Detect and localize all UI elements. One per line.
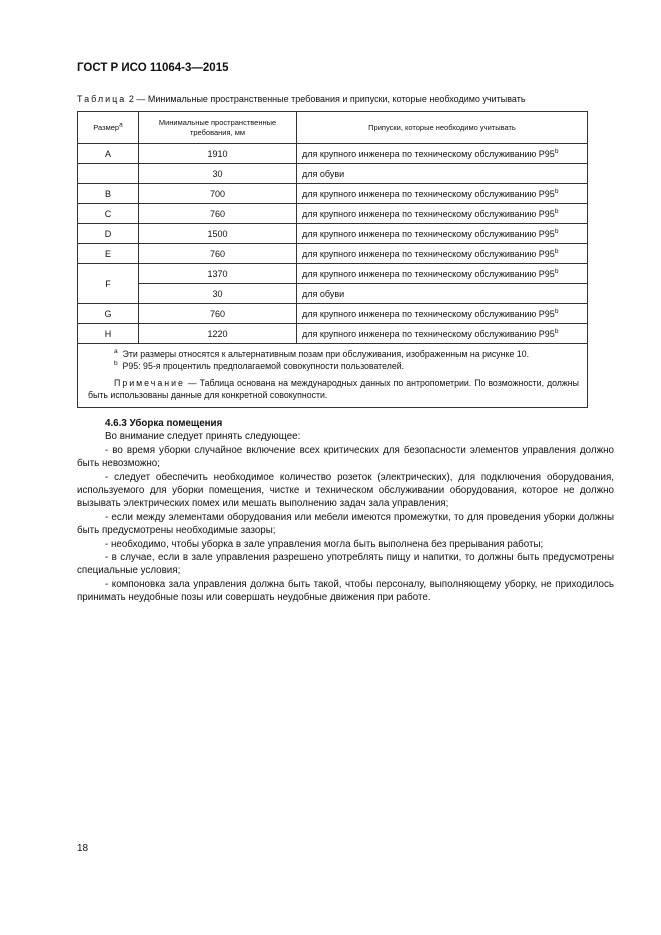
table-header-row <box>78 112 588 144</box>
col-header-requirements: Минимальные пространственные требования, мм <box>139 112 297 144</box>
table-caption <box>77 94 526 104</box>
table-row <box>78 324 588 344</box>
requirement-cell: 760 <box>139 244 297 264</box>
col-header-size: Размер$^a$ <box>78 112 139 144</box>
document-code: ГОСТ Р ИСО 11064-3—2015 <box>77 62 229 74</box>
allowance-cell: для обуви <box>297 164 588 184</box>
footnote-a: $^a$ Эти размеры относятся к альтернативным позам при обслуживания, изображенным на рисунке 10. <box>114 348 530 359</box>
requirement-cell: 1220 <box>139 324 297 344</box>
table-notes-row <box>78 344 588 408</box>
table-row <box>78 244 588 264</box>
allowance-cell: для крупного инженера по техническому обслуживанию P95$^b$ <box>297 184 588 204</box>
table-row <box>78 184 588 204</box>
list-item: - во время уборки случайное включение всех критических для безопасности элементов управления должно быть невозможно; <box>77 444 614 470</box>
requirement-cell: 700 <box>139 184 297 204</box>
size-cell: A <box>78 144 139 164</box>
size-cell: H <box>78 324 139 344</box>
size-cell: F <box>78 264 139 304</box>
allowance-cell: для крупного инженера по техническому обслуживанию P95$^b$ <box>297 264 588 284</box>
section-title: 4.6.3 Уборка помещения <box>105 418 223 429</box>
list-item: - следует обеспечить необходимое количество розеток (электрических), для подключения оборудования, используемого для уборки помещения, чистке и техническом обслуживании оборудования, которое не должно вызывать электрических помех или мешать выполнению задач зала управления; <box>77 471 614 510</box>
list-item: - компоновка зала управления должна быть такой, чтобы персоналу, выполняющему уборку, не приходилось принимать неудобные позы или совершать неудобные движения при работе. <box>77 578 614 604</box>
requirement-cell: 760 <box>139 304 297 324</box>
allowance-cell: для обуви <box>297 284 588 304</box>
table-row <box>78 224 588 244</box>
col-header-allowances: Припуски, которые необходимо учитывать <box>297 112 588 144</box>
page-number: 18 <box>77 843 89 854</box>
requirement-cell: 30 <box>139 284 297 304</box>
table-row <box>78 284 588 304</box>
size-cell: G <box>78 304 139 324</box>
requirements-table <box>77 111 588 408</box>
list-item: - если между элементами оборудования или мебели имеются промежутки, то для проведения уборки должны быть предусмотрены необходимые зазоры; <box>77 511 614 537</box>
size-cell: E <box>78 244 139 264</box>
requirement-cell: 760 <box>139 204 297 224</box>
table-note: Примечание — Таблица основана на международных данных по антропометрии. По возможности, должны быть использованы данные для конкретной совокупности. <box>88 378 579 400</box>
table-row <box>78 164 588 184</box>
size-cell: B <box>78 184 139 204</box>
allowance-cell: для крупного инженера по техническому обслуживанию P95$^b$ <box>297 304 588 324</box>
size-cell: D <box>78 224 139 244</box>
table-row <box>78 204 588 224</box>
list-item: - необходимо, чтобы уборка в зале управления могла быть выполнена без прерывания работы; <box>105 538 544 550</box>
size-cell: C <box>78 204 139 224</box>
allowance-cell: для крупного инженера по техническому обслуживанию P95$^b$ <box>297 244 588 264</box>
allowance-cell: для крупного инженера по техническому обслуживанию P95$^b$ <box>297 204 588 224</box>
paragraph: Во внимание следует принять следующее: <box>105 431 301 443</box>
requirement-cell: 1370 <box>139 264 297 284</box>
table-caption-text: 2 — Минимальные пространственные требования и припуски, которые необходимо учитывать <box>128 94 526 104</box>
requirement-cell: 1910 <box>139 144 297 164</box>
table-row <box>78 304 588 324</box>
size-cell <box>78 164 139 184</box>
section-cleaning <box>77 417 614 605</box>
footnote-b: $^b$ P95: 95-я процентиль предполагаемой совокупности пользователей. <box>114 360 405 371</box>
table-notes <box>78 344 588 408</box>
requirement-cell: 30 <box>139 164 297 184</box>
requirement-cell: 1500 <box>139 224 297 244</box>
allowance-cell: для крупного инженера по техническому обслуживанию P95$^b$ <box>297 324 588 344</box>
table-row <box>78 144 588 164</box>
list-item: - в случае, если в зале управления разрешено употреблять пищу и напитки, то должны быть предусмотрены специальные условия; <box>77 552 614 577</box>
allowance-cell: для крупного инженера по техническому обслуживанию P95$^b$ <box>297 224 588 244</box>
table-row <box>78 264 588 284</box>
allowance-cell: для крупного инженера по техническому обслуживанию P95$^b$ <box>297 144 588 164</box>
table-caption-prefix: Таблица <box>77 94 127 104</box>
